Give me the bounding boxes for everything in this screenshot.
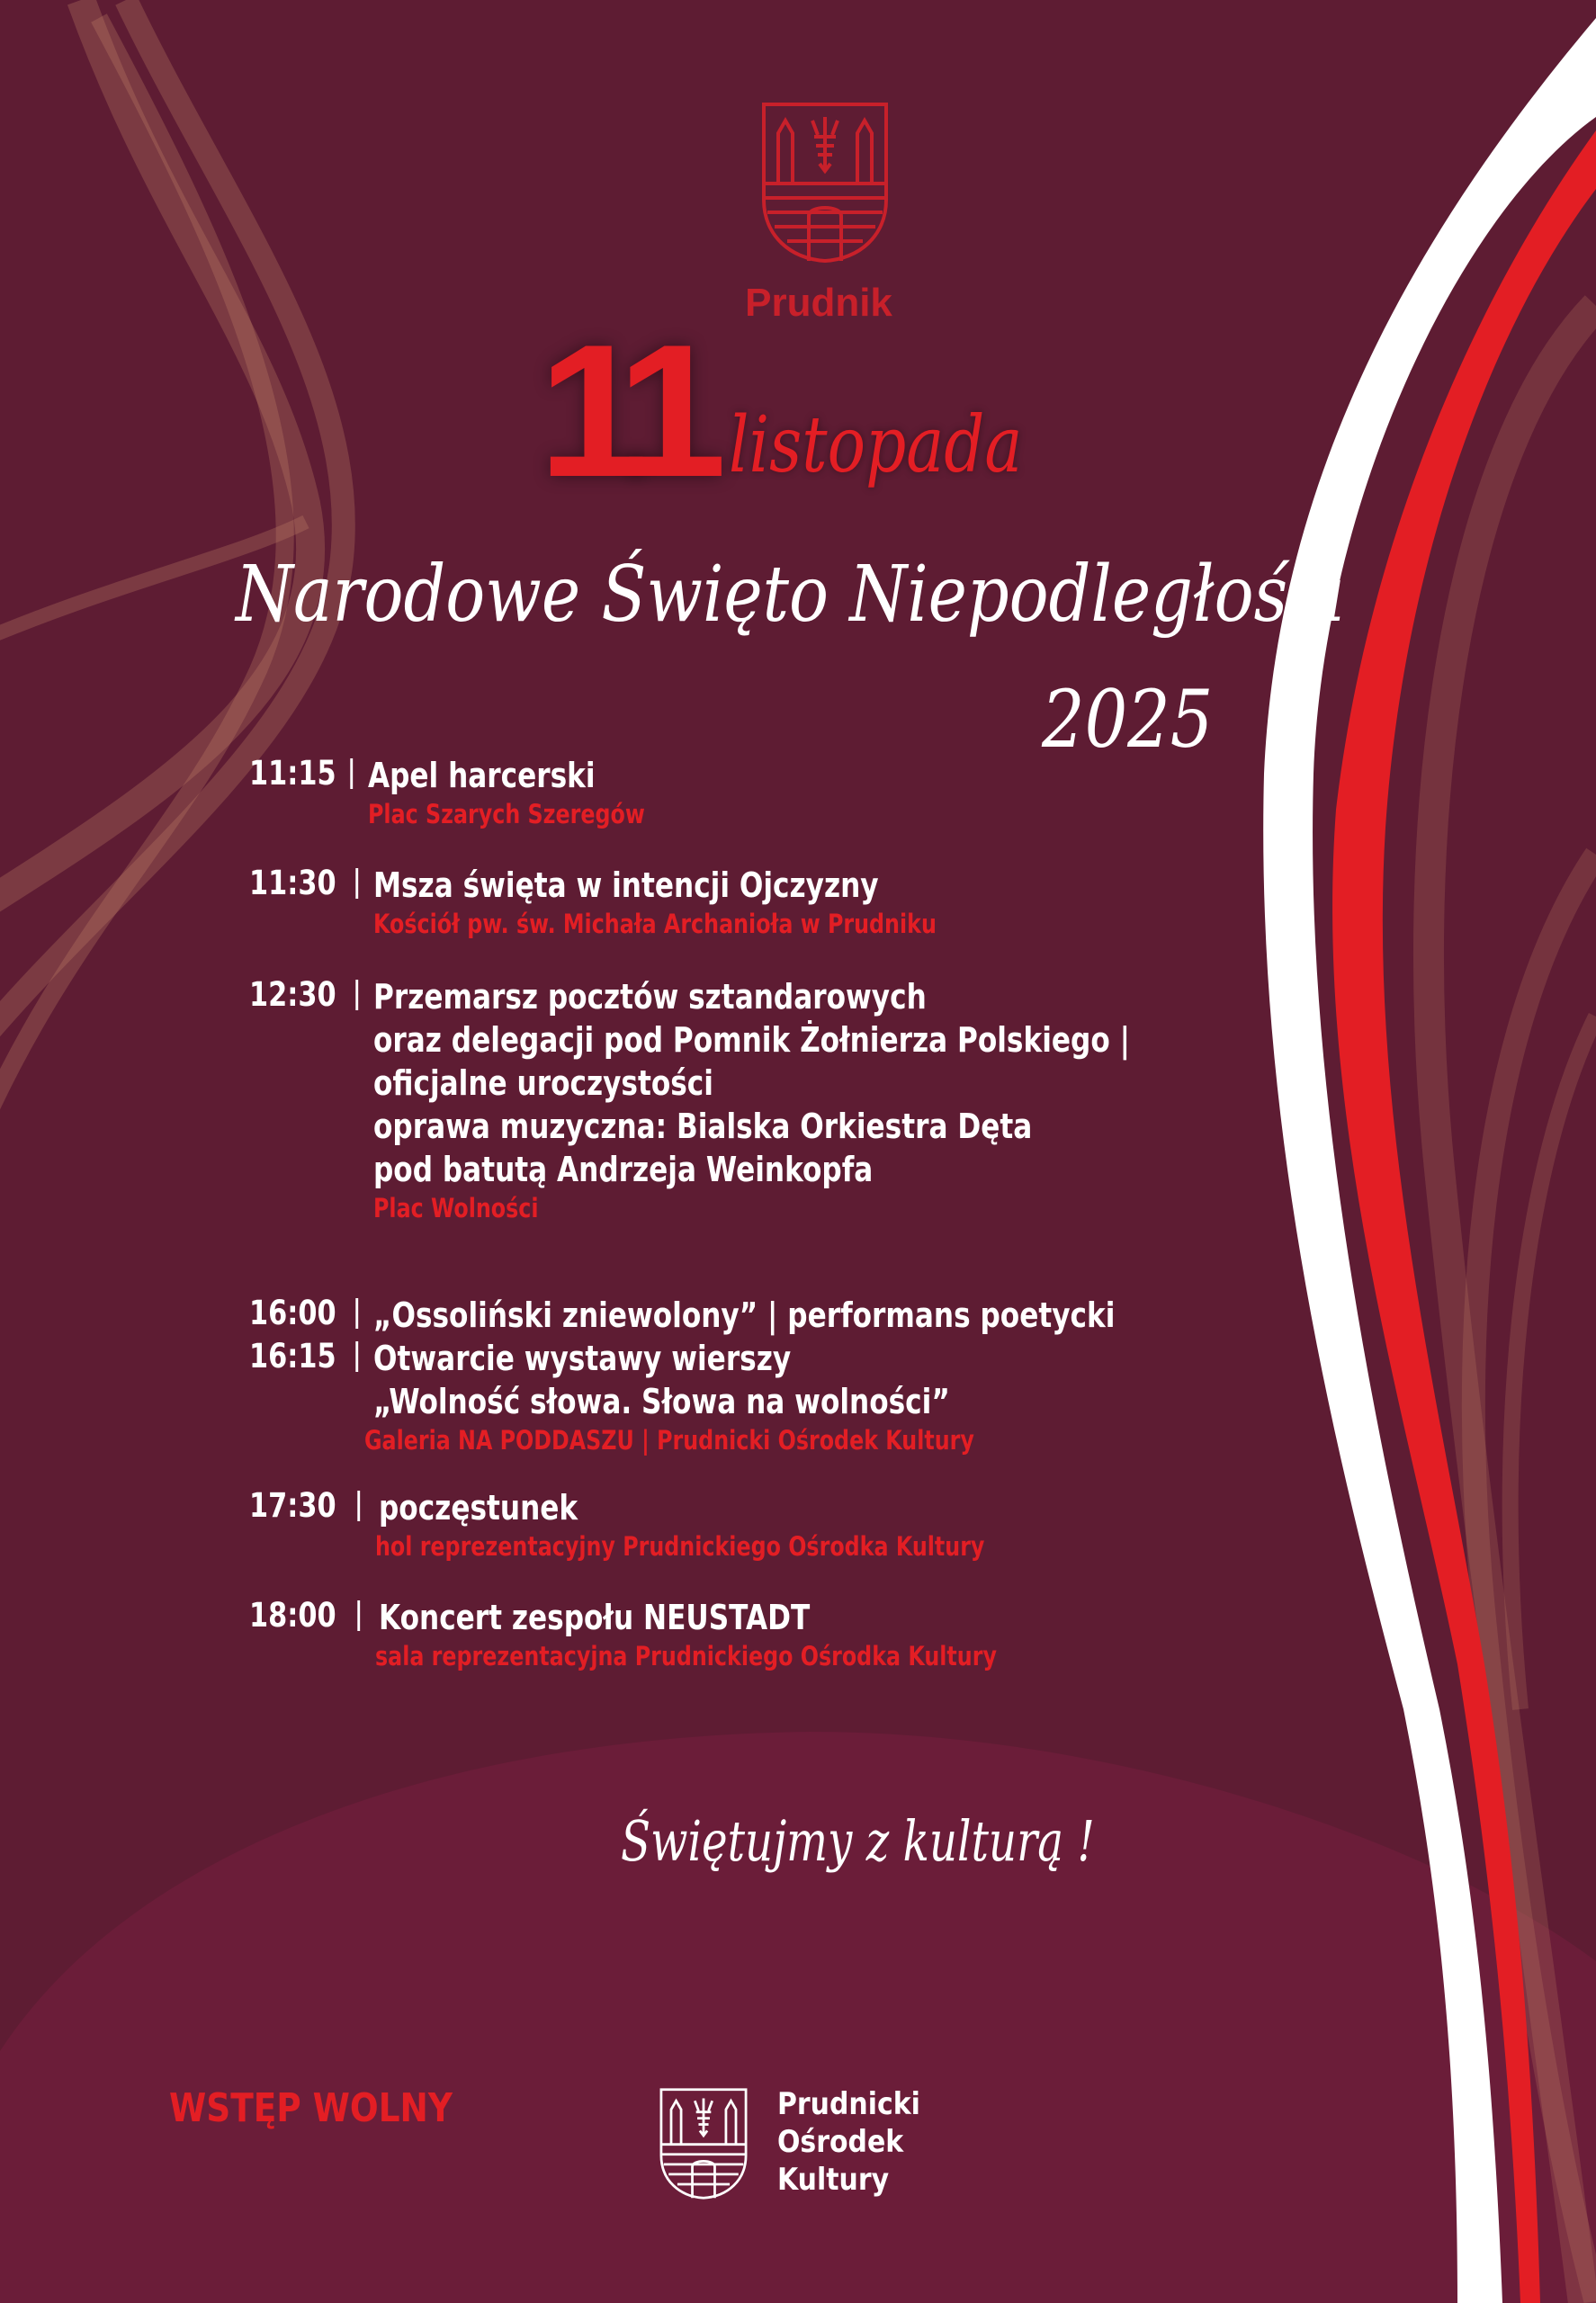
- event-title-line: „Ossoliński zniewolony” | performans poetycki: [373, 1295, 1116, 1335]
- event-place: sala reprezentacyjna Prudnickiego Ośrodka Kultury: [375, 1641, 997, 1671]
- event-place: Kościół pw. św. Michała Archanioła w Prudniku: [373, 909, 937, 939]
- event-time: 18:00: [249, 1596, 336, 1635]
- event-title-line: oficjalne uroczystości: [373, 1063, 713, 1103]
- separator: |: [346, 754, 357, 790]
- separator: |: [354, 1486, 364, 1522]
- event-title-line: Koncert zespołu NEUSTADT: [379, 1598, 811, 1637]
- prudnik-crest-icon: [760, 101, 890, 264]
- event-place: Galeria NA PODDASZU | Prudnicki Ośrodek Kultury: [364, 1425, 974, 1456]
- event-title-line: Msza święta w intencji Ojczyzny: [373, 865, 879, 905]
- separator: |: [352, 864, 363, 900]
- event-place: Plac Wolności: [373, 1193, 539, 1223]
- city-name: Prudnik: [745, 281, 892, 325]
- organizer-line: Ośrodek: [777, 2124, 904, 2160]
- event-title-line: poczęstunek: [379, 1488, 578, 1528]
- event-title-line: Przemarsz pocztów sztandarowych: [373, 977, 927, 1017]
- pok-crest-icon: [659, 2087, 749, 2200]
- free-entry-label: WSTĘP WOLNY: [169, 2085, 453, 2131]
- event-title-line: Otwarcie wystawy wierszy: [373, 1339, 792, 1378]
- event-title: Narodowe Święto Niepodległości: [236, 550, 1346, 640]
- separator: |: [352, 1294, 363, 1330]
- event-time: 16:15: [249, 1337, 336, 1376]
- separator: |: [352, 975, 363, 1011]
- organizer-line: Prudnicki: [777, 2086, 920, 2122]
- organizer-line: Kultury: [777, 2162, 890, 2198]
- organizer-name: [777, 2085, 920, 2199]
- event-title-line: „Wolność słowa. Słowa na wolności”: [373, 1382, 950, 1421]
- separator: |: [352, 1337, 363, 1373]
- separator: |: [354, 1596, 364, 1632]
- event-time: 11:30: [249, 864, 336, 902]
- event-place: hol reprezentacyjny Prudnickiego Ośrodka Kultury: [375, 1531, 985, 1562]
- event-time: 16:00: [249, 1294, 336, 1332]
- event-title-line: pod batutą Andrzeja Weinkopfa: [373, 1150, 874, 1189]
- event-place: Plac Szarych Szeregów: [368, 799, 645, 829]
- event-title-line: oprawa muzyczna: Bialska Orkiestra Dęta: [373, 1107, 1033, 1146]
- event-title-line: oraz delegacji pod Pomnik Żołnierza Polskiego |: [373, 1020, 1130, 1060]
- month-label: listopada: [729, 400, 1023, 490]
- event-time: 11:15: [249, 754, 336, 793]
- day-number: 11: [538, 305, 706, 516]
- event-title-line: Apel harcerski: [368, 756, 596, 795]
- event-time: 17:30: [249, 1486, 336, 1525]
- event-year: 2025: [1042, 673, 1214, 766]
- event-time: 12:30: [249, 975, 336, 1014]
- slogan: Świętujmy z kulturą !: [621, 1808, 1095, 1874]
